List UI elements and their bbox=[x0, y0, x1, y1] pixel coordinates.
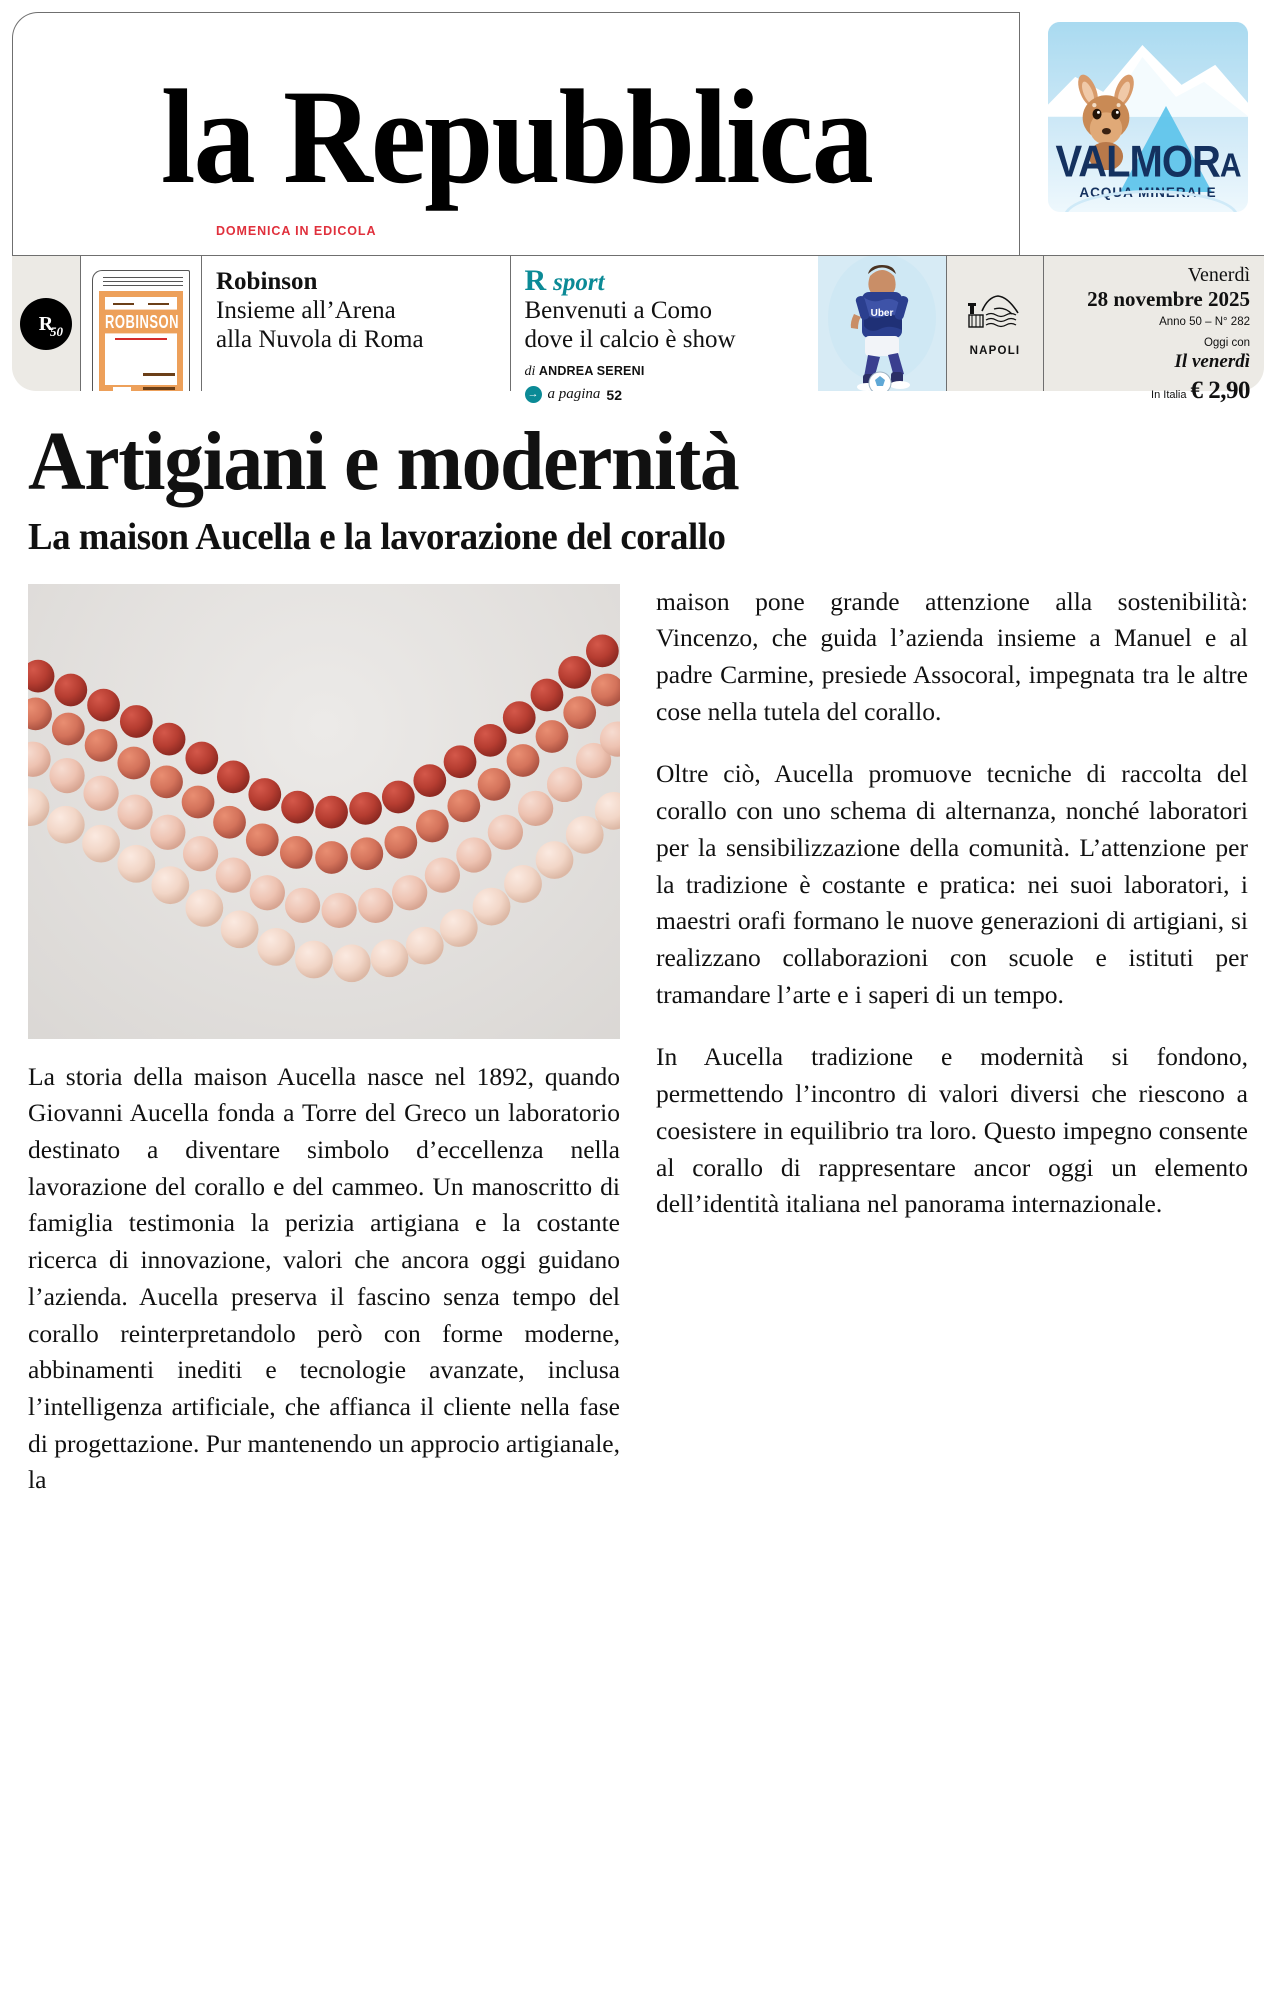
arrow-right-icon: → bbox=[525, 386, 542, 403]
price-prefix: In Italia bbox=[1151, 389, 1187, 402]
byline-prefix: di bbox=[524, 364, 536, 379]
page-reference[interactable] bbox=[525, 386, 805, 403]
article-photo bbox=[28, 584, 620, 1039]
edition-label: NAPOLI bbox=[969, 344, 1021, 357]
article-paragraph: maison pone grande attenzione alla sostenibilità: Vincenzo, che guida l’azienda insieme a Manuel e al padre Carmine, presiede Assocoral, impegnata tra le altre cose nella tutela del corallo. bbox=[656, 586, 1248, 726]
coral-necklace-photo bbox=[28, 584, 620, 1039]
sport-byline bbox=[525, 364, 805, 380]
svg-text:Uber: Uber bbox=[870, 308, 894, 319]
cover-white-square-1 bbox=[113, 371, 137, 380]
advert-subtitle: ACQUA MINERALE bbox=[1079, 185, 1217, 200]
robinson-cover-title: ROBINSON bbox=[105, 311, 180, 332]
promo-kicker: DOMENICA IN EDICOLA bbox=[216, 224, 377, 238]
publication-date: 28 novembre 2025 bbox=[1087, 287, 1250, 311]
sport-promo-cell[interactable] bbox=[510, 256, 819, 403]
cover-bar-2 bbox=[143, 387, 175, 390]
cover-bar-1 bbox=[143, 373, 175, 376]
date-price-cell bbox=[1043, 256, 1264, 405]
napoli-vesuvio-icon bbox=[964, 291, 1026, 337]
advert-brand-name: VALMORA bbox=[1055, 137, 1241, 187]
today-with-label: Oggi con bbox=[1203, 337, 1250, 350]
cover-dashes bbox=[113, 303, 169, 305]
article-column-left bbox=[28, 584, 620, 1500]
page-reference-label: a pagina bbox=[547, 386, 601, 402]
rsport-logo bbox=[525, 256, 805, 296]
article-columns bbox=[28, 584, 1248, 1500]
robinson-promo-cell[interactable] bbox=[201, 224, 510, 391]
price-line bbox=[1054, 377, 1250, 405]
robinson-cover-cell[interactable] bbox=[80, 256, 201, 391]
edition-cell[interactable] bbox=[946, 256, 1043, 391]
cover-top-lines bbox=[103, 277, 183, 287]
page-reference-number: 52 bbox=[606, 386, 622, 403]
footballer-photo bbox=[818, 256, 946, 391]
byline-author: ANDREA SERENI bbox=[538, 364, 645, 378]
cover-orange-frame bbox=[99, 291, 183, 391]
article-column-right bbox=[656, 584, 1248, 1224]
sport-line-2: dove il calcio è show bbox=[524, 326, 736, 353]
footballer-illustration bbox=[818, 256, 946, 391]
masthead-logo-area bbox=[12, 12, 1019, 255]
cover-red-line bbox=[115, 338, 167, 340]
magazine-name: Il venerdì bbox=[1174, 351, 1250, 373]
rsport-r-letter: R bbox=[524, 264, 547, 297]
promo-strip bbox=[12, 224, 1264, 405]
r50-letter: R bbox=[38, 312, 54, 335]
robinson-title: Robinson bbox=[216, 268, 318, 295]
article-headline: Artigiani e modernità bbox=[28, 415, 739, 508]
r50-logo-cell[interactable] bbox=[12, 256, 80, 391]
valmora-advert[interactable] bbox=[1048, 22, 1248, 212]
issue-number: Anno 50 – N° 282 bbox=[1159, 316, 1250, 329]
article-paragraph: In Aucella tradizione e modernità si fondono, permettendo l’incontro di valori diversi che riescono a coesistere in equilibrio tra loro. Questo impegno consente al corallo di rappresentare ancor oggi un elemento dell’identità italiana nel panorama internazionale. bbox=[656, 1042, 1248, 1219]
advert-slot bbox=[1019, 12, 1276, 255]
article-subheadline: La maison Aucella e la lavorazione del corallo bbox=[28, 516, 726, 559]
cover-white-square-2 bbox=[113, 387, 131, 391]
article-paragraph: Oltre ciò, Aucella promuove tecniche di raccolta del corallo con uno schema di alternanza, nonché laboratori per la sensibilizzazione della comunità. L’attenzione per la tradizione è costante e pratica: nei suoi laboratori, i maestri orafi formano le nuove generazioni di artigiani, si realizzano collaborazioni con scuole e istituti per tramandare l’arte e i saperi di un tempo. bbox=[656, 759, 1248, 1009]
masthead bbox=[0, 0, 1276, 255]
weekday: Venerdì bbox=[1187, 264, 1250, 286]
r50-badge bbox=[20, 298, 72, 350]
price-value: € 2,90 bbox=[1190, 377, 1250, 405]
article-paragraph: La storia della maison Aucella nasce nel 1892, quando Giovanni Aucella fonda a Torre del Greco un laboratorio destinato a diventare simbolo d’eccellenza nella lavorazione del corallo e del cammeo. Un manoscritto di famiglia testimonia la perizia artigiana e la costante ricerca di innovazione, valori che ancora oggi guidano l’azienda. Aucella preserva il fascino senza tempo del corallo reinterpretandolo però con forme moderne, abbinamenti inediti e tecnologie avanzate, inclusa l’intelligenza artificiale, che affianca il cliente nella fase di progettazione. Pur mantenendo un approcio artigianale, la bbox=[28, 1061, 620, 1495]
page-title: la Repubblica bbox=[160, 62, 872, 212]
robinson-cover-thumbnail bbox=[92, 270, 190, 391]
robinson-line-1: Insieme all’Arena bbox=[216, 297, 396, 324]
r50-number: 50 bbox=[50, 323, 63, 339]
robinson-line-2: alla Nuvola di Roma bbox=[216, 326, 424, 353]
lead-article bbox=[0, 391, 1276, 1499]
rsport-word: sport bbox=[553, 269, 605, 296]
sport-line-1: Benvenuti a Como bbox=[524, 297, 712, 324]
